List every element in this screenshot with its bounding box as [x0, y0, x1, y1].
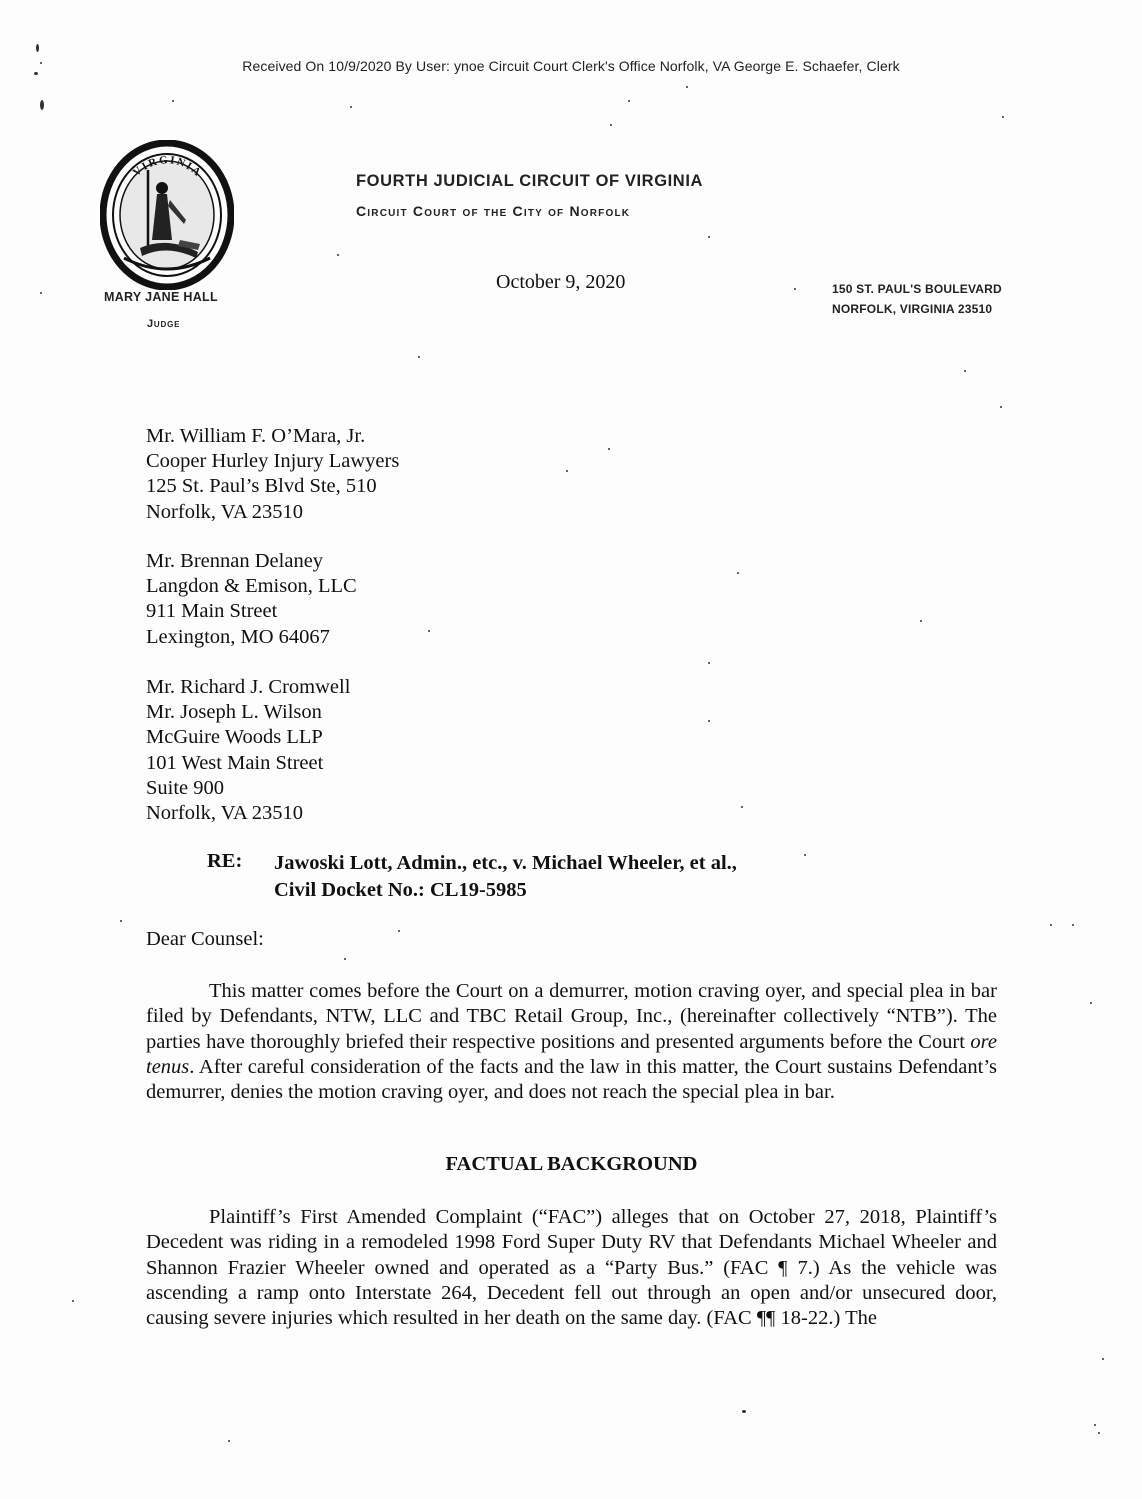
- paragraph-facts: Plaintiff’s First Amended Complaint (“FAC”) alleges that on October 27, 2018, Plaintiff’s Decedent was riding in a remodeled 1998 Ford Super Duty RV that Defendants Michael Wheeler and Shannon Frazier Wheeler owned and operated as a “Party Bus.” (FAC ¶ 7.) As the vehicle was ascending a ramp onto Interstate 264, Decedent fell out through an open and/or unsecured door, causing severe injuries which resulted in her death on the same day. (FAC ¶¶ 18-22.) The: [146, 1206, 997, 1330]
- recipient-line: Mr. Brennan Delaney: [146, 550, 324, 572]
- re-block: [274, 850, 737, 904]
- recipient-line: Mr. Richard J. Cromwell: [146, 676, 351, 698]
- latin-term: ore tenus: [146, 1030, 997, 1078]
- recipient-line: 125 St. Paul’s Blvd Ste, 510: [146, 475, 377, 498]
- received-stamp: Received On 10/9/2020 By User: ynoe Circuit Court Clerk's Office Norfolk, VA George E. Schaefer, Clerk: [242, 58, 900, 74]
- court-address-line2: NORFOLK, VIRGINIA 23510: [832, 302, 993, 316]
- recipient-line: Langdon & Emison, LLC: [146, 575, 357, 598]
- recipient-line: Cooper Hurley Injury Lawyers: [146, 450, 400, 473]
- paragraph-text: This matter comes before the Court on a demurrer, motion craving oyer, and special plea in bar filed by Defendants, NTW, LLC and TBC Retail Group, Inc., (hereinafter collectively “NTB”). The parties have thoroughly briefed their respective positions and presented arguments before the Court: [146, 980, 997, 1053]
- paragraph-intro: [146, 979, 997, 1105]
- re-label: RE:: [207, 850, 243, 872]
- recipient-line: Norfolk, VA 23510: [146, 802, 303, 825]
- seal-text: VIRGINIA: [130, 154, 205, 180]
- recipient-line: McGuire Woods LLP: [146, 726, 323, 749]
- virginia-seal-icon: [100, 140, 234, 290]
- judge-name: MARY JANE HALL: [104, 290, 218, 304]
- recipient-line: Norfolk, VA 23510: [146, 500, 303, 523]
- recipient-block-2: [146, 549, 357, 650]
- section-heading: FACTUAL BACKGROUND: [445, 1153, 698, 1175]
- salutation: Dear Counsel:: [146, 928, 264, 950]
- paragraph-text: . After careful consideration of the facts and the law in this matter, the Court sustains Defendant’s demurrer, denies the motion craving oyer, and does not reach the special plea in bar.: [146, 1055, 997, 1104]
- docket-number: Civil Docket No.: CL19-5985: [274, 879, 527, 901]
- court-address-line1: 150 ST. PAUL'S BOULEVARD: [832, 282, 1002, 296]
- recipient-block-3: [146, 675, 350, 826]
- court-name: FOURTH JUDICIAL CIRCUIT OF VIRGINIA: [356, 172, 704, 190]
- recipient-line: Suite 900: [146, 776, 225, 799]
- case-caption: Jawoski Lott, Admin., etc., v. Michael Wheeler, et al.,: [274, 852, 737, 874]
- recipient-line: Mr. William F. O’Mara, Jr.: [146, 425, 366, 447]
- recipient-block-1: [146, 424, 399, 525]
- judge-title: Judge: [147, 318, 181, 330]
- recipient-line: Mr. Joseph L. Wilson: [146, 701, 322, 724]
- recipient-line: Lexington, MO 64067: [146, 625, 330, 648]
- court-subname: Circuit Court of the City of Norfolk: [356, 203, 631, 219]
- recipient-line: 911 Main Street: [146, 600, 278, 623]
- recipient-line: 101 West Main Street: [146, 751, 324, 774]
- letter-date: October 9, 2020: [496, 271, 626, 293]
